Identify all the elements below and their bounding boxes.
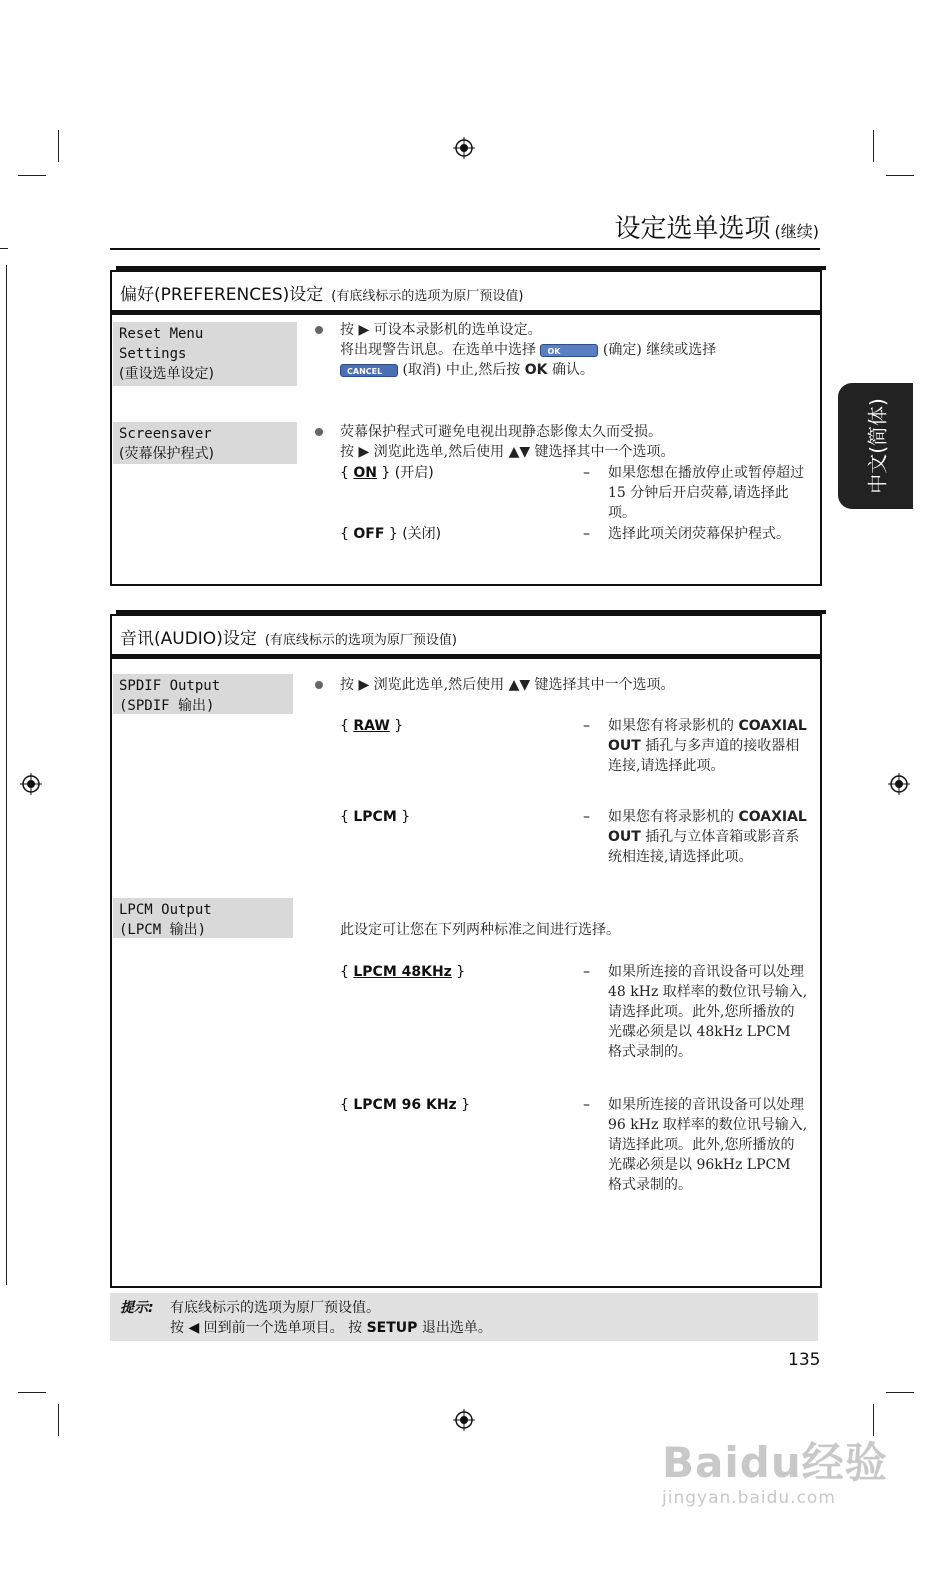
option-off-label: OFF (353, 526, 385, 542)
option-lpcm-96-label: LPCM 96 KHz (353, 1097, 457, 1113)
watermark (662, 1430, 888, 1508)
edge-mark (0, 248, 8, 249)
spdif-output-label (113, 674, 293, 714)
header-rule (112, 312, 820, 315)
tip-line2 (170, 1317, 492, 1337)
option-on: { ON } (开启) (340, 465, 434, 481)
ok-button-graphic: OK (540, 344, 598, 357)
option-on-suffix: (开启) (394, 465, 434, 481)
lpcm-label-line2: (LPCM 输出) (119, 922, 207, 938)
preferences-heading: 偏好(PREFERENCES)设定 (120, 285, 324, 305)
registration-mark-icon (453, 137, 475, 159)
option-raw-description (608, 716, 808, 776)
crop-mark (18, 1392, 46, 1393)
bullet-icon (315, 428, 323, 436)
lpcm-output-label (113, 898, 293, 938)
dash: – (583, 718, 590, 734)
watermark-brand: Baidu经验 (662, 1438, 888, 1487)
screensaver-line2: 按 ▶ 浏览此选单,然后使用 ▲▼ 键选择其中一个选项。 (340, 444, 675, 460)
preferences-heading-note: (有底线标示的选项为原厂预设值) (331, 289, 524, 304)
option-on-description: 如果您想在播放停止或暂停超过 15 分钟后开启荧幕,请选择此项。 (608, 465, 804, 521)
option-lpcm-96-description: 如果所连接的音讯设备可以处理 96 kHz 取样率的数位讯号输入,请选择此项。此外,您所播放的光碟必须是以 96kHz LPCM 格式录制的。 (608, 1097, 808, 1193)
reset-label-line3: (重设选单设定) (119, 366, 214, 382)
crop-mark (58, 1404, 59, 1436)
screensaver-label-line1: Screensaver (119, 426, 212, 442)
registration-mark-icon (453, 1409, 475, 1431)
lpcm-line1: 此设定可让您在下列两种标准之间进行选择。 (340, 922, 620, 938)
language-tab (838, 383, 913, 509)
bullet-icon (315, 681, 323, 689)
language-tab-label: 中文(简体) (865, 398, 889, 494)
header-rule (112, 656, 820, 659)
spdif-label-line2: (SPDIF 输出) (119, 698, 215, 714)
option-off: { OFF } (关闭) (340, 526, 442, 542)
raw-desc-pre: 如果您有将录影机的 (608, 718, 734, 734)
page-title-text: 设定选单选项 (614, 214, 771, 244)
option-lpcm-label: LPCM (353, 809, 397, 825)
option-lpcm-description (608, 807, 808, 867)
edge-line (6, 265, 7, 1285)
preferences-header (112, 272, 820, 312)
watermark-url: jingyan.baidu.com (662, 1488, 836, 1508)
reset-line2 (340, 340, 716, 360)
crop-mark (873, 130, 874, 162)
section-shadow (116, 266, 826, 270)
reset-label-line2: Settings (119, 346, 187, 362)
page-number: 135 (788, 1350, 821, 1370)
dash: – (583, 465, 590, 481)
raw-desc-key: COAXIAL OUT (608, 718, 807, 754)
option-lpcm-48-description: 如果所连接的音讯设备可以处理 48 kHz 取样率的数位讯号输入,请选择此项。此外,您所播放的光碟必须是以 48kHz LPCM 格式录制的。 (608, 964, 808, 1060)
cancel-button-graphic: CANCEL (340, 364, 398, 377)
tip-line2b: 退出选单。 (421, 1320, 492, 1336)
screensaver-label-line2: (荧幕保护程式) (119, 446, 214, 462)
option-lpcm-96: { LPCM 96 KHz } (340, 1097, 471, 1113)
option-lpcm-48: { LPCM 48KHz } (340, 964, 466, 980)
tip-box (110, 1293, 818, 1341)
spdif-label-line1: SPDIF Output (119, 678, 221, 694)
registration-mark-icon (20, 773, 42, 795)
registration-mark-icon (888, 773, 910, 795)
reset-line2b: (确定) 继续或选择 (602, 342, 717, 358)
screensaver-label (113, 422, 297, 464)
lpcm-desc-pre: 如果您有将录影机的 (608, 809, 734, 825)
tip-line1: 有底线标示的选项为原厂预设值。 (170, 1300, 380, 1316)
lpcm-desc-post: 插孔与立体音箱或影音系统相连接,请选择此项。 (608, 829, 800, 865)
dash: – (583, 964, 590, 980)
page-title-continued: (继续) (774, 222, 819, 241)
crop-mark (886, 175, 914, 176)
reset-line2a: 将出现警告讯息。在选单中选择 (340, 342, 536, 358)
dash: – (583, 809, 590, 825)
reset-menu-label (113, 322, 297, 386)
dash: – (583, 526, 590, 542)
reset-line3 (340, 360, 594, 380)
audio-header (112, 616, 820, 656)
option-on-label: ON (353, 465, 377, 481)
crop-mark (58, 130, 59, 162)
screensaver-line1: 荧幕保护程式可避免电视出现静态影像太久而受损。 (340, 424, 662, 440)
option-raw: { RAW } (340, 718, 404, 734)
section-shadow (116, 610, 826, 614)
tip-key: 提示: (120, 1300, 154, 1316)
lpcm-desc-key: COAXIAL OUT (608, 809, 807, 845)
reset-label-line1: Reset Menu (119, 326, 204, 342)
raw-desc-post: 插孔与多声道的接收器相连接,请选择此项。 (608, 738, 800, 774)
ok-key: OK (524, 362, 548, 378)
option-off-suffix: (关闭) (402, 526, 442, 542)
dash: – (583, 1097, 590, 1113)
reset-line3a: (取消) 中止,然后按 (402, 362, 521, 378)
page-title (614, 208, 819, 245)
reset-line1: 按 ▶ 可设本录影机的选单设定。 (340, 322, 542, 338)
spdif-line1: 按 ▶ 浏览此选单,然后使用 ▲▼ 键选择其中一个选项。 (340, 677, 675, 693)
title-rule (110, 248, 820, 250)
tip-line2a: 按 ◀ 回到前一个选单项目。 按 (170, 1320, 363, 1336)
lpcm-label-line1: LPCM Output (119, 902, 212, 918)
setup-key: SETUP (366, 1320, 418, 1336)
crop-mark (886, 1392, 914, 1393)
crop-mark (18, 175, 46, 176)
audio-heading-note: (有底线标示的选项为原厂预设值) (264, 633, 457, 648)
reset-line3b: 确认。 (551, 362, 594, 378)
option-raw-label: RAW (353, 718, 390, 734)
audio-heading: 音讯(AUDIO)设定 (120, 629, 257, 649)
bullet-icon (315, 326, 323, 334)
option-lpcm-48-label: LPCM 48KHz (353, 964, 452, 980)
option-lpcm: { LPCM } (340, 809, 411, 825)
option-off-description: 选择此项关闭荧幕保护程式。 (608, 526, 790, 542)
